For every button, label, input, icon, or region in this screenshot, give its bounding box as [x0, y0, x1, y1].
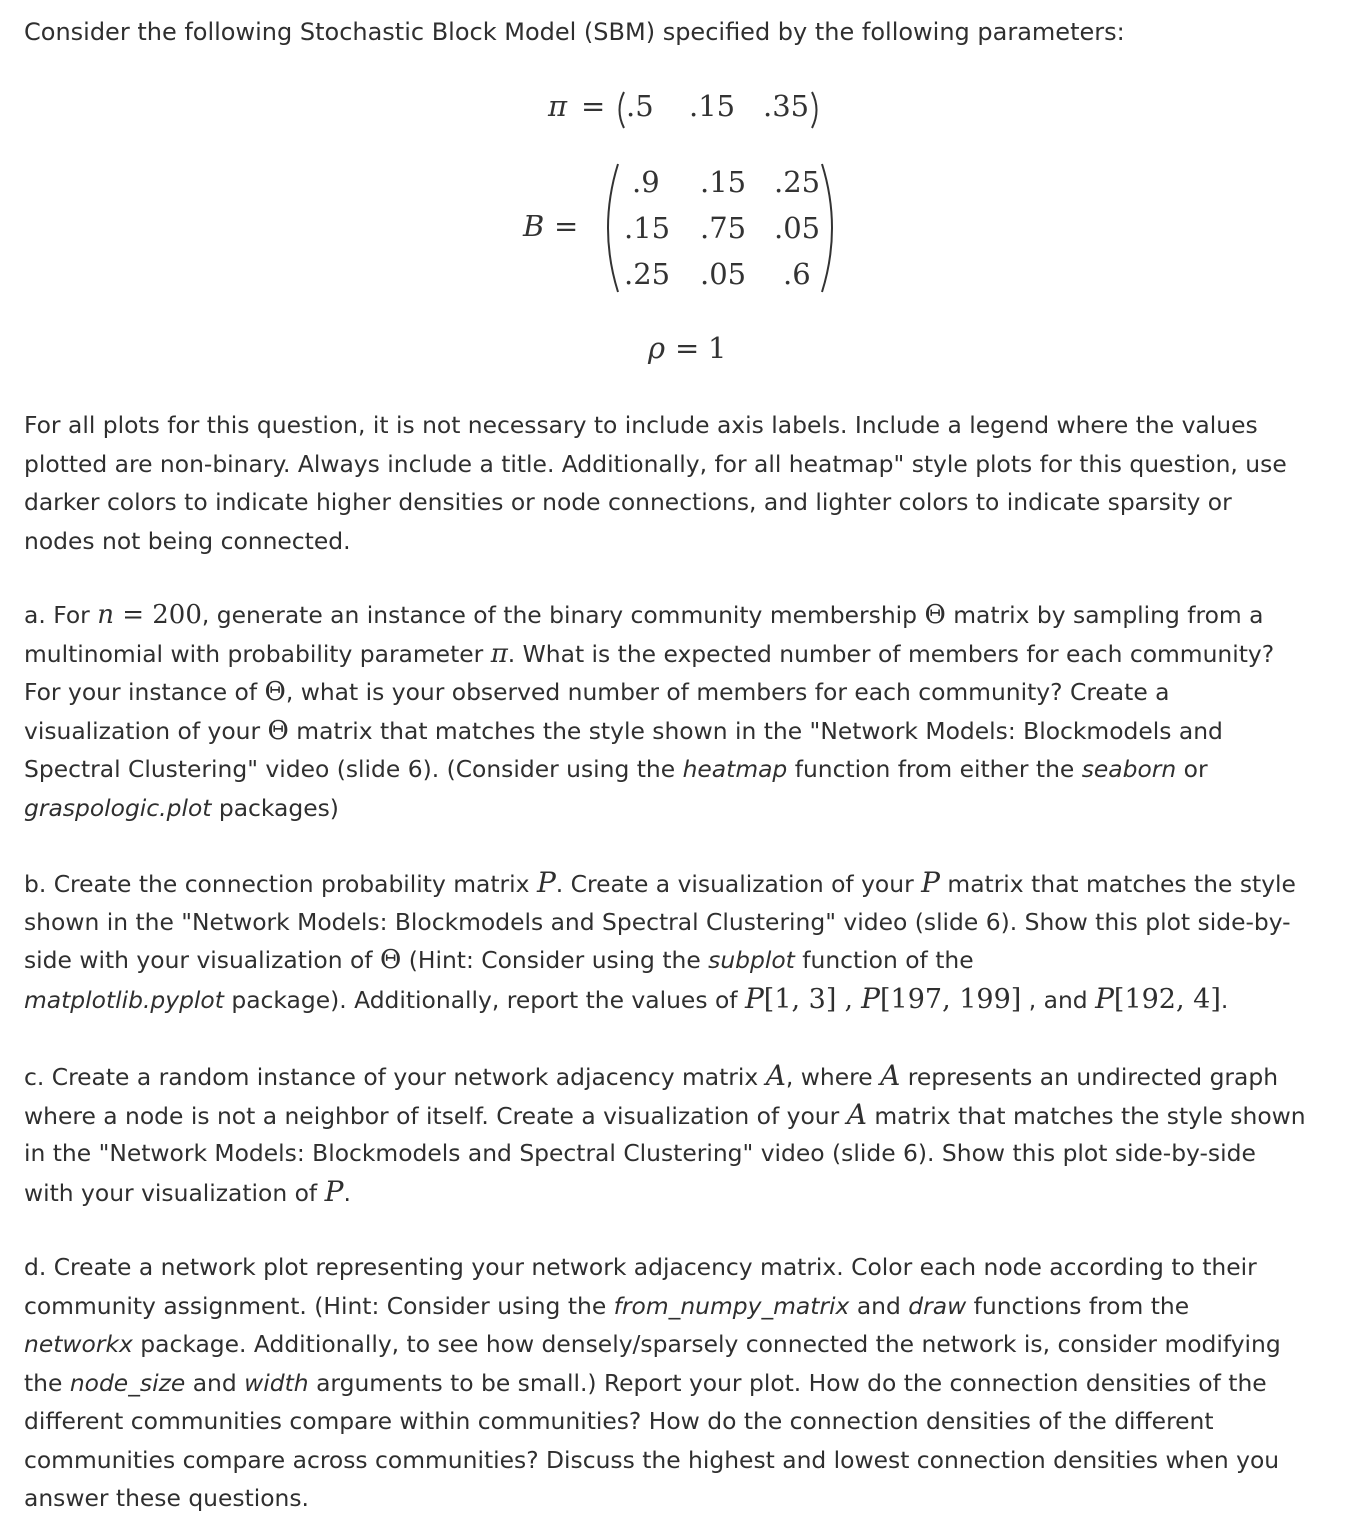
- text-line: c. Create a random instance of your network adjacency matrix A, where A represents an undirected graph: [24, 1059, 1279, 1092]
- rho-equals: =: [675, 331, 700, 365]
- a-symbol: A: [765, 1059, 786, 1092]
- theta-symbol: Θ: [379, 945, 402, 975]
- text-line: matplotlib.pyplot package). Additionally, report the values of P[1, 3] , P[197, 199] , and P[192, 4].: [24, 981, 1229, 1015]
- b-cell: .25: [624, 257, 671, 291]
- text-line: with your visualization of P.: [24, 1174, 351, 1208]
- text-line: plotted are non-binary. Always include a title. Additionally, for all heatmap" style plots for this question, use: [24, 449, 1287, 478]
- pi-equals: =: [581, 89, 606, 123]
- p-symbol: P: [536, 866, 556, 899]
- text-line: a. For n = 200, generate an instance of the binary community membership Θ matrix by sampling from a: [24, 600, 1264, 630]
- p-symbol: P: [921, 866, 940, 899]
- text-line: shown in the "Network Models: Blockmodels and Spectral Clustering" video (slide 6). Show this plot side-by-: [24, 907, 1291, 936]
- pi-value: .35: [763, 89, 810, 123]
- b-cell: .15: [700, 165, 747, 199]
- pi-right-paren: [808, 89, 824, 131]
- theta-symbol: Θ: [267, 715, 289, 746]
- text-line: answer these questions.: [24, 1484, 309, 1512]
- b-cell: .05: [774, 211, 821, 245]
- b-cell: .6: [783, 257, 811, 291]
- text-line: side with your visualization of Θ (Hint: Consider using the subplot function of the: [24, 945, 974, 975]
- part-c-paragraph: [24, 1057, 1350, 1211]
- pi-symbol: π: [548, 89, 568, 123]
- b-cell: .15: [624, 211, 671, 245]
- n-variable: n: [97, 600, 114, 630]
- a-symbol: A: [846, 1097, 867, 1131]
- n-value: 200: [152, 600, 202, 630]
- text-line: where a node is not a neighbor of itself. Create a visualization of your A matrix that matches the style shown: [24, 1097, 1306, 1131]
- instructions-paragraph: [24, 406, 1350, 560]
- text-line: darker colors to indicate higher densities or node connections, and lighter colors to indicate sparsity or: [24, 488, 1232, 516]
- b-symbol: B: [523, 209, 545, 243]
- text-line: graspologic.plot packages): [24, 793, 339, 822]
- b-cell: .75: [700, 211, 747, 245]
- graspologic-term: graspologic.plot: [24, 793, 212, 822]
- text-line: multinomial with probability parameter π. What is the expected number of members for each community?: [24, 638, 1275, 669]
- b-cell: .9: [632, 165, 660, 199]
- text-line: networkx package. Additionally, to see how densely/sparsely connected the network is, consider modifying: [24, 1330, 1281, 1358]
- b-left-paren: [596, 160, 622, 296]
- matplotlib-term: matplotlib.pyplot: [24, 985, 224, 1014]
- text-line: d. Create a network plot representing your network adjacency matrix. Color each node according to their: [24, 1253, 1257, 1281]
- text-line: different communities compare within communities? How do the connection densities of the different: [24, 1407, 1214, 1435]
- p-index: [192, 4]: [1113, 983, 1221, 1015]
- from-numpy-matrix-term: from_numpy_matrix: [613, 1291, 850, 1320]
- subplot-term: subplot: [708, 946, 795, 974]
- part-d-paragraph: [24, 1248, 1350, 1518]
- intro-text: Consider the following Stochastic Block Model (SBM) specified by the following parameters:: [24, 18, 1125, 46]
- text-line: b. Create the connection probability matrix P. Create a visualization of your P matrix that matches the style: [24, 866, 1296, 899]
- draw-term: draw: [908, 1291, 967, 1320]
- pi-value: .15: [689, 89, 736, 123]
- rho-symbol: ρ: [648, 331, 666, 365]
- rho-value: 1: [708, 331, 727, 365]
- b-equals: =: [554, 209, 579, 243]
- p-index: [1, 3]: [763, 983, 837, 1015]
- theta-symbol: Θ: [264, 677, 286, 707]
- b-cell: .05: [700, 257, 747, 291]
- seaborn-term: seaborn: [1081, 755, 1177, 783]
- part-b-paragraph: [24, 864, 1350, 1018]
- node-size-term: node_size: [69, 1368, 186, 1397]
- pi-symbol: π: [490, 638, 508, 669]
- text-line: For all plots for this question, it is not necessary to include axis labels. Include a legend where the values: [24, 411, 1258, 439]
- part-a-paragraph: [24, 596, 1350, 827]
- text-line: communities compare across communities? Discuss the highest and lowest connection densities when you: [24, 1445, 1280, 1474]
- text-line: community assignment. (Hint: Consider using the from_numpy_matrix and draw functions from the: [24, 1291, 1190, 1320]
- text-line: visualization of your Θ matrix that matches the style shown in the "Network Models: Blockmodels and: [24, 715, 1223, 746]
- text-line: nodes not being connected.: [24, 526, 351, 555]
- text-line: in the "Network Models: Blockmodels and Spectral Clustering" video (slide 6). Show this plot side-by-side: [24, 1139, 1256, 1167]
- pi-value: .5: [626, 89, 654, 123]
- text-line: the node_size and width arguments to be small.) Report your plot. How do the connection densities of the: [24, 1368, 1267, 1397]
- a-symbol: A: [880, 1059, 901, 1092]
- p-index: [197, 199]: [880, 983, 1022, 1015]
- b-cell: .25: [774, 165, 821, 199]
- text-line: For your instance of Θ, what is your observed number of members for each community? Create a: [24, 677, 1170, 707]
- theta-symbol: Θ: [924, 600, 946, 630]
- heatmap-term: heatmap: [682, 755, 788, 783]
- text-line: Spectral Clustering" video (slide 6). (Consider using the heatmap function from either the seaborn or: [24, 755, 1208, 783]
- b-right-paren: [818, 160, 844, 296]
- networkx-term: networkx: [24, 1330, 133, 1358]
- p-symbol: P: [324, 1174, 344, 1208]
- width-term: width: [244, 1368, 309, 1397]
